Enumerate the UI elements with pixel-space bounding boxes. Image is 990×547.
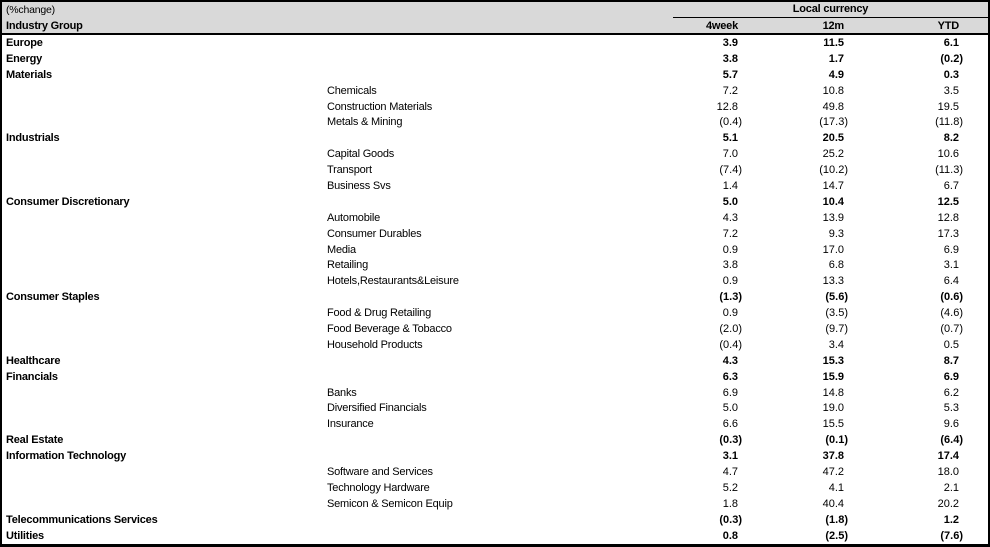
value-12m: (10.2)	[819, 164, 848, 177]
value-4week: (1.3)	[719, 291, 742, 304]
table-row	[2, 448, 988, 464]
value-4week: 6.6	[722, 418, 738, 431]
value-12m: (0.1)	[825, 434, 848, 447]
value-4week: 0.9	[722, 243, 738, 256]
industry-label: Food & Drug Retailing	[327, 307, 432, 320]
industry-label: Metals & Mining	[327, 116, 403, 129]
table-row	[2, 162, 988, 178]
table-row	[2, 146, 988, 162]
value-ytd: 8.2	[943, 132, 959, 145]
industry-label: Consumer Durables	[327, 227, 422, 240]
value-ytd: 0.3	[943, 68, 959, 81]
industry-label: Telecommunications Services	[6, 513, 158, 526]
value-4week: 4.3	[722, 211, 738, 224]
value-12m: 6.8	[828, 259, 844, 272]
value-ytd: 18.0	[937, 465, 959, 478]
industry-label: Diversified Financials	[327, 402, 427, 415]
table-row	[2, 210, 988, 226]
table-row	[2, 528, 988, 544]
value-4week: 3.9	[722, 36, 738, 49]
value-12m: 37.8	[822, 450, 844, 463]
col-header-4week: 4week	[705, 19, 738, 32]
table-row	[2, 480, 988, 496]
value-12m: 14.7	[822, 179, 844, 192]
value-4week: 3.1	[722, 450, 738, 463]
value-12m: (2.5)	[825, 529, 848, 542]
value-12m: 13.9	[822, 211, 844, 224]
value-12m: (5.6)	[825, 291, 848, 304]
value-4week: 3.8	[722, 259, 738, 272]
table-row	[2, 51, 988, 67]
industry-group-header: Industry Group	[6, 19, 83, 32]
local-currency-header: Local currency	[673, 2, 988, 18]
table-row	[2, 130, 988, 146]
table-row	[2, 178, 988, 194]
value-12m: 3.4	[828, 338, 844, 351]
col-header-ytd: YTD	[937, 19, 959, 32]
value-12m: 15.5	[822, 418, 844, 431]
value-12m: 1.7	[828, 52, 844, 65]
value-ytd: 3.1	[943, 259, 959, 272]
table-row	[2, 305, 988, 321]
table-row	[2, 512, 988, 528]
value-ytd: 9.6	[943, 418, 959, 431]
value-4week: 5.1	[722, 132, 738, 145]
value-4week: 6.9	[722, 386, 738, 399]
industry-label: Materials	[6, 68, 52, 81]
industry-label: Insurance	[327, 418, 374, 431]
table-row	[2, 226, 988, 242]
industry-label: Construction Materials	[327, 100, 433, 113]
table-row	[2, 400, 988, 416]
industry-label: Software and Services	[327, 465, 433, 478]
industry-label: Energy	[6, 52, 43, 65]
value-ytd: 6.1	[943, 36, 959, 49]
value-ytd: 2.1	[943, 481, 959, 494]
value-4week: 5.0	[722, 402, 738, 415]
value-ytd: 20.2	[937, 497, 959, 510]
value-4week: 0.9	[722, 275, 738, 288]
value-ytd: 0.5	[943, 338, 959, 351]
value-4week: 7.2	[722, 227, 738, 240]
value-4week: 4.3	[722, 354, 738, 367]
value-12m: 10.4	[822, 195, 844, 208]
table-row	[2, 464, 988, 480]
value-ytd: (6.4)	[940, 434, 963, 447]
value-4week: (7.4)	[719, 164, 742, 177]
value-ytd: 17.3	[937, 227, 959, 240]
table-row	[2, 432, 988, 448]
value-4week: 5.0	[722, 195, 738, 208]
value-12m: 15.3	[822, 354, 844, 367]
value-4week: (0.3)	[719, 434, 742, 447]
value-12m: 10.8	[822, 84, 844, 97]
value-4week: 1.8	[722, 497, 738, 510]
value-4week: (0.4)	[719, 116, 742, 129]
industry-label: Transport	[327, 164, 372, 177]
table-header	[2, 2, 988, 35]
value-12m: 40.4	[822, 497, 844, 510]
table-row	[2, 257, 988, 273]
table-row	[2, 416, 988, 432]
value-4week: 7.0	[722, 148, 738, 161]
industry-label: Capital Goods	[327, 148, 395, 161]
industry-label: Hotels,Restaurants&Leisure	[327, 275, 459, 288]
col-header-12m: 12m	[822, 19, 844, 32]
value-4week: 7.2	[722, 84, 738, 97]
table-row	[2, 496, 988, 512]
value-ytd: (0.2)	[940, 52, 963, 65]
value-ytd: (11.3)	[935, 164, 963, 177]
table-row	[2, 114, 988, 130]
value-ytd: (7.6)	[940, 529, 963, 542]
industry-label: Healthcare	[6, 354, 61, 367]
value-12m: (1.8)	[825, 513, 848, 526]
value-12m: 4.9	[828, 68, 844, 81]
industry-label: Consumer Staples	[6, 291, 100, 304]
value-12m: 20.5	[822, 132, 844, 145]
value-4week: 1.4	[722, 179, 738, 192]
value-12m: 15.9	[822, 370, 844, 383]
table-row	[2, 385, 988, 401]
value-12m: 4.1	[828, 481, 844, 494]
value-ytd: (11.8)	[935, 116, 963, 129]
industry-label: Food Beverage & Tobacco	[327, 322, 452, 335]
industry-label: Business Svs	[327, 179, 391, 192]
value-12m: 9.3	[828, 227, 844, 240]
table-row	[2, 353, 988, 369]
value-ytd: 3.5	[943, 84, 959, 97]
table-row	[2, 83, 988, 99]
industry-label: Information Technology	[6, 450, 127, 463]
value-12m: 13.3	[822, 275, 844, 288]
table-row	[2, 273, 988, 289]
industry-label: Consumer Discretionary	[6, 195, 130, 208]
value-ytd: 10.6	[937, 148, 959, 161]
industry-label: Semicon & Semicon Equip	[327, 497, 453, 510]
value-12m: 17.0	[822, 243, 844, 256]
industry-label: Real Estate	[6, 434, 64, 447]
table-row	[2, 67, 988, 83]
industry-label: Chemicals	[327, 84, 377, 97]
industry-label: Media	[327, 243, 356, 256]
table-body	[2, 35, 988, 544]
value-ytd: 5.3	[943, 402, 959, 415]
table-row	[2, 321, 988, 337]
value-ytd: 6.9	[943, 243, 959, 256]
table-row	[2, 289, 988, 305]
value-4week: 0.9	[722, 307, 738, 320]
value-4week: (2.0)	[719, 322, 742, 335]
industry-label: Europe	[6, 36, 43, 49]
value-ytd: 8.7	[943, 354, 959, 367]
value-ytd: 6.9	[943, 370, 959, 383]
table-row	[2, 194, 988, 210]
industry-label: Banks	[327, 386, 357, 399]
industry-label: Household Products	[327, 338, 423, 351]
value-4week: 4.7	[722, 465, 738, 478]
table-row	[2, 369, 988, 385]
value-4week: 12.8	[716, 100, 738, 113]
value-4week: 6.3	[722, 370, 738, 383]
value-ytd: 1.2	[943, 513, 959, 526]
table-row	[2, 242, 988, 258]
value-12m: (9.7)	[825, 322, 848, 335]
industry-label: Utilities	[6, 529, 44, 542]
value-4week: (0.3)	[719, 513, 742, 526]
industry-label: Automobile	[327, 211, 381, 224]
value-12m: 49.8	[822, 100, 844, 113]
value-ytd: 19.5	[937, 100, 959, 113]
value-ytd: 17.4	[937, 450, 959, 463]
value-ytd: 6.7	[943, 179, 959, 192]
value-12m: (3.5)	[825, 307, 848, 320]
value-12m: (17.3)	[819, 116, 848, 129]
value-ytd: 12.8	[937, 211, 959, 224]
percent-change-label: (%change)	[6, 4, 55, 16]
industry-label: Industrials	[6, 132, 60, 145]
industry-label: Financials	[6, 370, 58, 383]
value-4week: 5.7	[722, 68, 738, 81]
value-4week: 3.8	[722, 52, 738, 65]
value-12m: 47.2	[822, 465, 844, 478]
value-ytd: 6.4	[943, 275, 959, 288]
value-4week: (0.4)	[719, 338, 742, 351]
industry-label: Technology Hardware	[327, 481, 430, 494]
industry-label: Retailing	[327, 259, 369, 272]
value-ytd: 6.2	[943, 386, 959, 399]
value-ytd: (0.7)	[940, 322, 963, 335]
table-row	[2, 35, 988, 51]
table-row	[2, 337, 988, 353]
value-12m: 25.2	[822, 148, 844, 161]
value-4week: 0.8	[722, 529, 738, 542]
table-row	[2, 99, 988, 115]
value-4week: 5.2	[722, 481, 738, 494]
value-ytd: 12.5	[937, 195, 959, 208]
value-12m: 19.0	[822, 402, 844, 415]
value-12m: 11.5	[823, 36, 844, 49]
value-12m: 14.8	[822, 386, 844, 399]
value-ytd: (4.6)	[940, 307, 963, 320]
value-ytd: (0.6)	[940, 291, 963, 304]
